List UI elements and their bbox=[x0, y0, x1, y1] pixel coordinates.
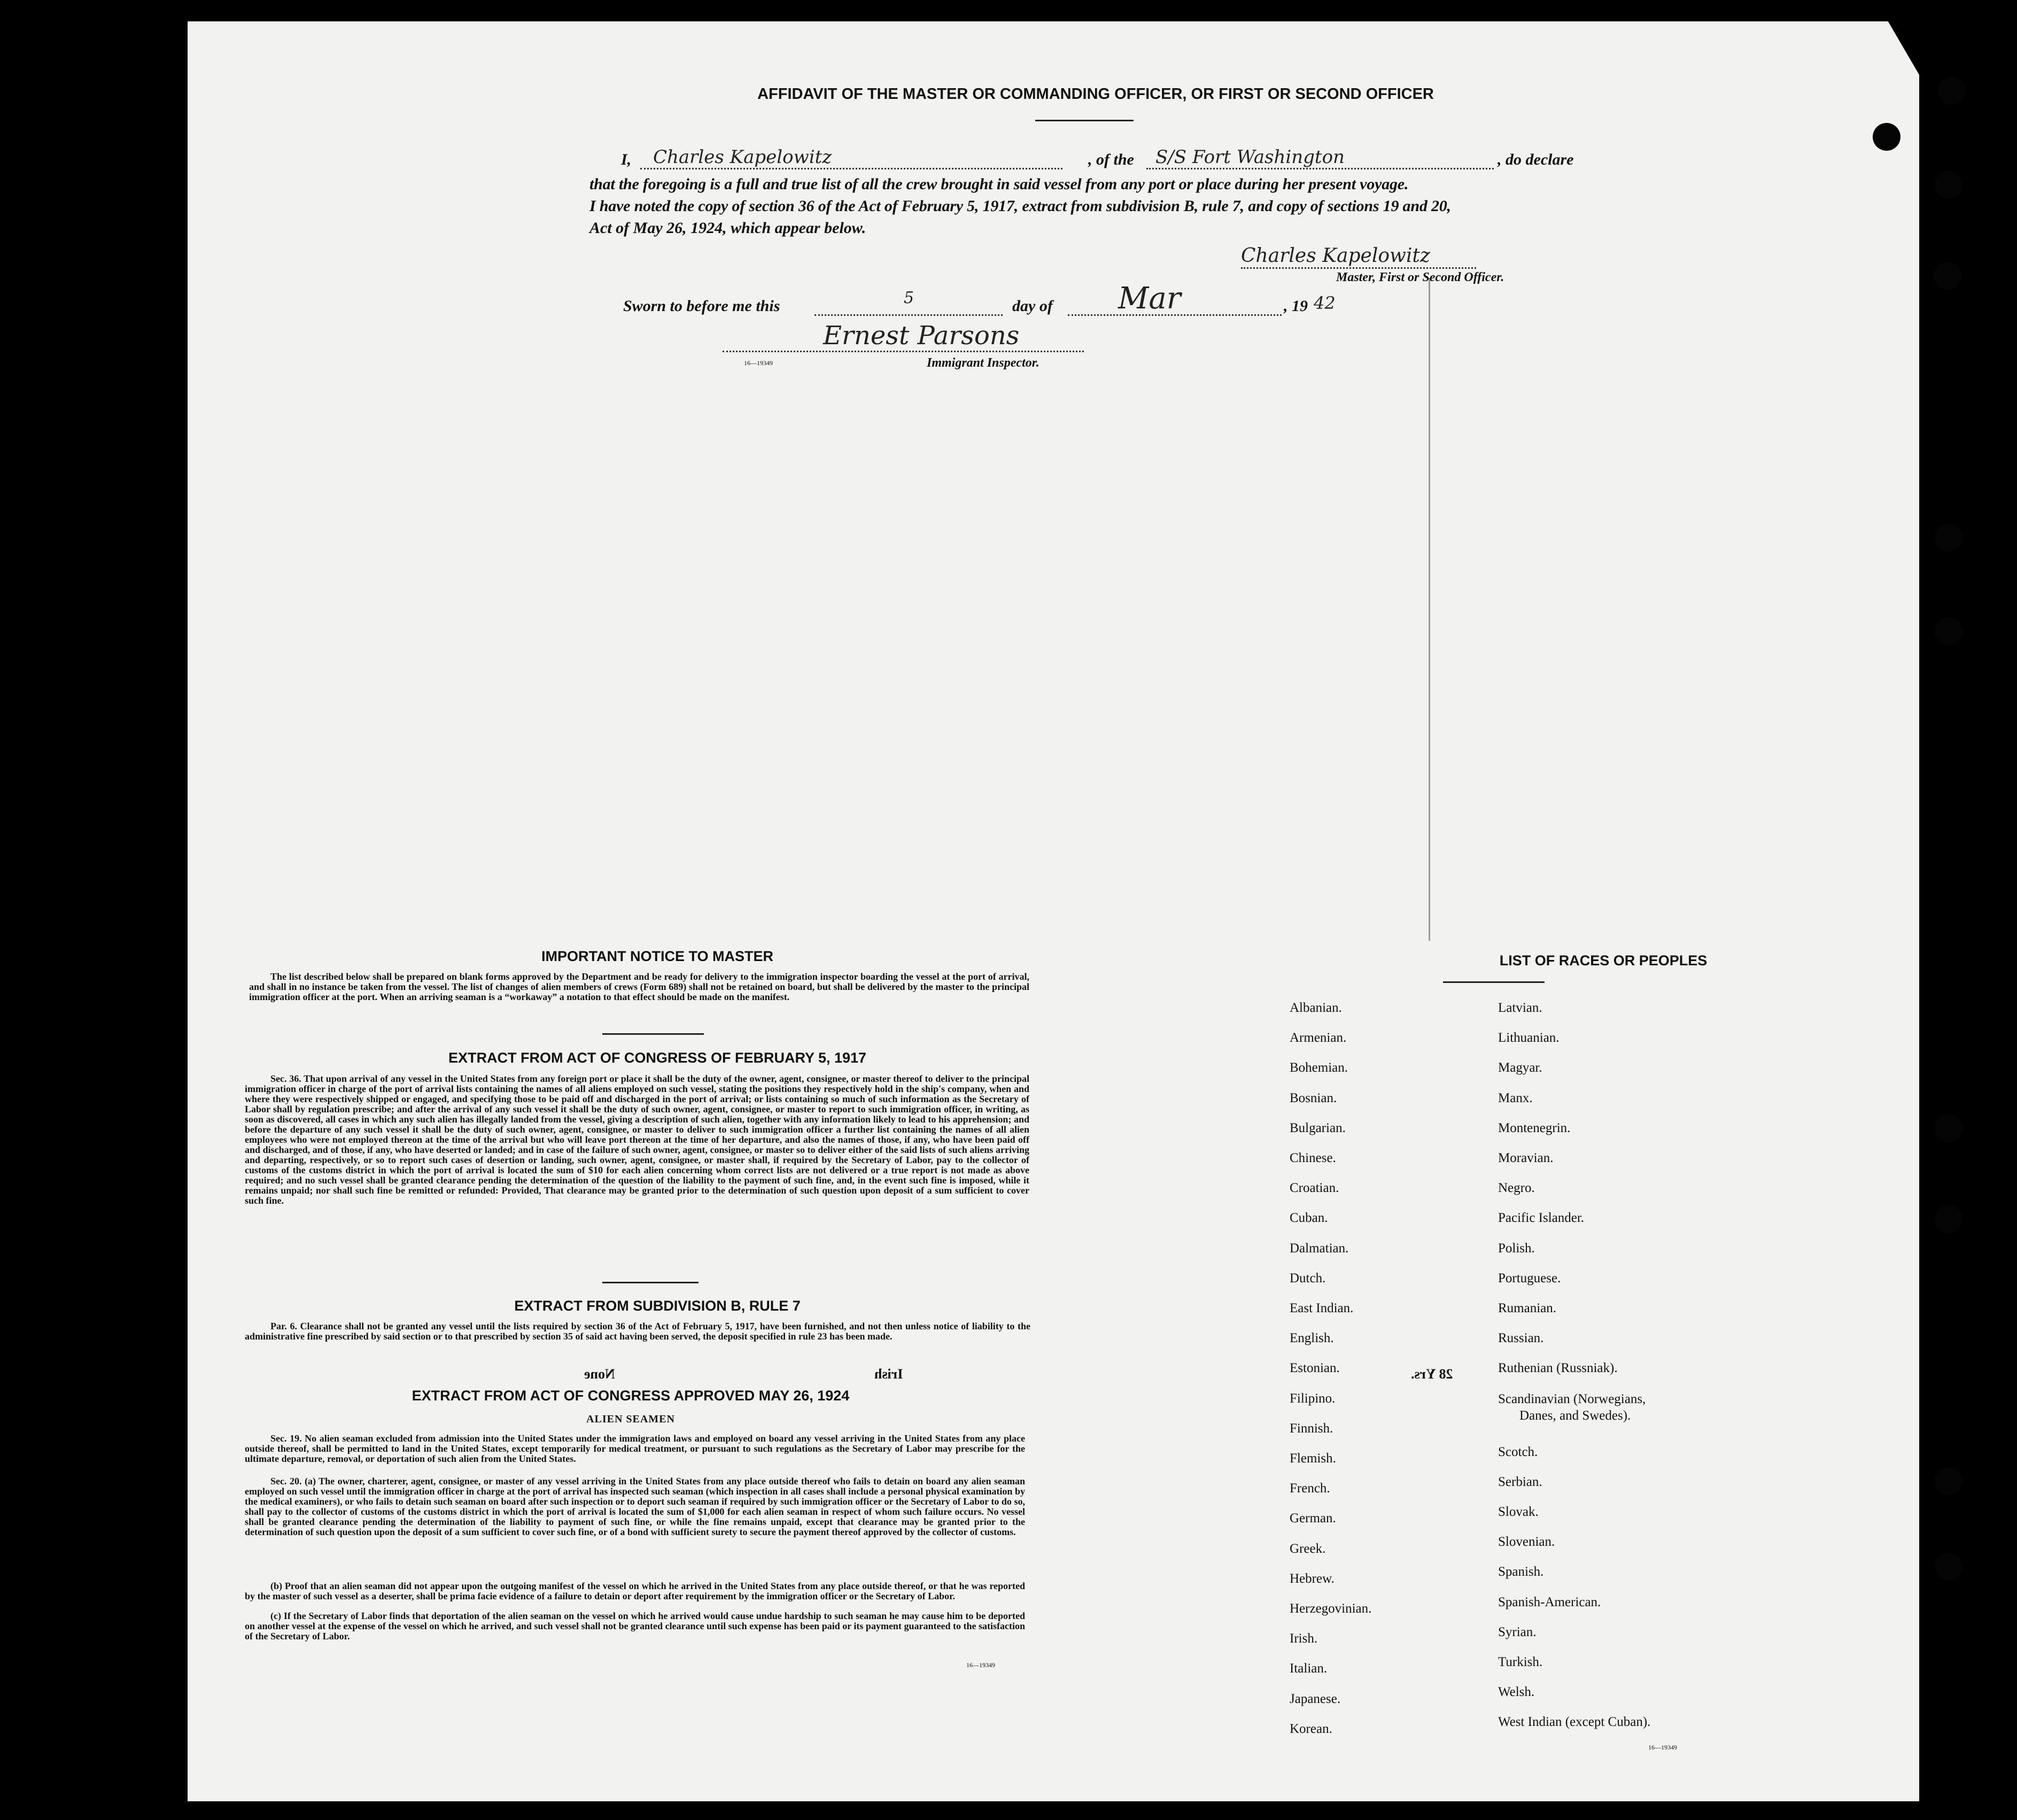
races-column-2 bbox=[1498, 993, 1650, 1738]
race-item: Bohemian. bbox=[1290, 1060, 1348, 1075]
inspector-label: Immigrant Inspector. bbox=[927, 356, 1039, 370]
race-item: Filipino. bbox=[1290, 1391, 1336, 1406]
extract-1924-paragraph: (c) If the Secretary of Labor finds that deportation of the alien seaman on the vessel on which he arrived would cause undue hardship to such seaman he may cause him to be deported on another vessel at the expense of the vessel on which he arrived, and such vessel shall not be granted clearance until such expense has been paid or its payment guaranteed to the satisfaction of the Secretary of Labor. bbox=[245, 1610, 1025, 1641]
races-title: LIST OF RACES OR PEOPLES bbox=[1499, 952, 1708, 969]
punch-hole bbox=[1935, 1205, 1962, 1233]
race-item: Flemish. bbox=[1290, 1451, 1336, 1466]
race-item: Slovak. bbox=[1498, 1505, 1539, 1520]
races-rule bbox=[1443, 981, 1545, 983]
punch-hole bbox=[1935, 171, 1962, 199]
race-item: Manx. bbox=[1498, 1090, 1533, 1105]
race-item: Moravian. bbox=[1498, 1151, 1554, 1166]
sworn-label: Sworn to before me this bbox=[623, 297, 780, 315]
punch-hole bbox=[1934, 262, 1961, 290]
extract-1924-paragraph: Sec. 20. (a) The owner, charterer, agent, consignee, or master of any vessel arriving in the United States from any place outside thereof who fails to detain on board any alien seaman employed on such vessel until the immigration officer in charge at the port of arrival has inspected such seaman (which inspection in all cases shall include a personal physical examination by the medical examiners), or who fails to detain such seaman on board after such inspection or to deport such seaman if required by such immigration officer or the Secretary of Labor to do so, shall pay to the collector of customs of the customs district in which the port of arrival is located the sum of $1,000 for each alien seaman in respect of whom such failure occurs. No vessel shall be granted clearance pending the determination of the liability to payment of such fine, or while the fine remains unpaid, except that clearance may be granted prior to the determination of such question upon the deposit of a sum sufficient to cover such fine, or of a bond with sufficient surety to secure the payment thereof approved by the collector of customs. bbox=[245, 1476, 1025, 1537]
race-item: Dalmatian. bbox=[1290, 1241, 1349, 1256]
race-item: Danes, and Swedes). bbox=[1519, 1408, 1631, 1423]
punch-hole bbox=[1935, 1114, 1962, 1142]
sworn-day-handwritten: 5 bbox=[904, 289, 914, 307]
race-item: Lithuanian. bbox=[1498, 1031, 1560, 1045]
race-item: Finnish. bbox=[1290, 1421, 1333, 1436]
signature-label: Master, First or Second Officer. bbox=[1336, 270, 1504, 284]
punch-hole bbox=[1935, 1467, 1962, 1495]
race-item: Greek. bbox=[1290, 1541, 1326, 1556]
race-item: Slovenian. bbox=[1498, 1535, 1555, 1550]
race-item: Portuguese. bbox=[1498, 1271, 1561, 1285]
vessel-line bbox=[1146, 168, 1494, 169]
race-item: East Indian. bbox=[1290, 1301, 1354, 1316]
extract-rule7-text: Par. 6. Clearance shall not be granted any vessel until the lists required by section 36 of the Act of February 5, 1917, have been furnished, and not then unless notice of liability to the administrative fine prescribed by said section or to that prescribed by section 35 of said act having been served, the deposit specified in rule 23 has been made. bbox=[245, 1321, 1030, 1342]
affidavit-title: AFFIDAVIT OF THE MASTER OR COMMANDING OFFICER, OR FIRST OR SECOND OFFICER bbox=[757, 86, 1434, 103]
race-item: Italian. bbox=[1290, 1661, 1328, 1676]
race-item: Scandinavian (Norwegians, bbox=[1498, 1391, 1646, 1406]
year-handwritten: 42 bbox=[1314, 293, 1336, 313]
race-item: Estonian. bbox=[1290, 1361, 1340, 1376]
race-item: Turkish. bbox=[1498, 1655, 1543, 1670]
punch-hole bbox=[1873, 123, 1900, 151]
race-item: Irish. bbox=[1290, 1631, 1318, 1646]
race-item: Korean. bbox=[1290, 1721, 1332, 1736]
of-the-label: , of the bbox=[1088, 151, 1134, 168]
race-item: Armenian. bbox=[1290, 1031, 1347, 1045]
race-item: English. bbox=[1290, 1331, 1334, 1346]
day-of-label: day of bbox=[1012, 297, 1053, 315]
race-item: Pacific Islander. bbox=[1498, 1211, 1585, 1226]
race-item: Magyar. bbox=[1498, 1060, 1542, 1075]
punch-hole bbox=[1935, 524, 1962, 552]
affidavit-line2: that the foregoing is a full and true list of all the crew brought in said vessel from any port or place during her present voyage. bbox=[589, 175, 1409, 193]
race-item: Chinese. bbox=[1290, 1151, 1336, 1166]
extract-1917-title: EXTRACT FROM ACT OF CONGRESS OF FEBRUARY 5, 1917 bbox=[448, 1050, 867, 1066]
year-prefix: , 19 bbox=[1284, 297, 1308, 315]
vessel-name-handwritten: S/S Fort Washington bbox=[1155, 146, 1345, 168]
sworn-month-handwritten: Mar bbox=[1118, 281, 1181, 316]
race-item: Bosnian. bbox=[1290, 1090, 1337, 1105]
race-item: German. bbox=[1290, 1511, 1336, 1526]
signature-line bbox=[1241, 267, 1476, 269]
master-signature: Charles Kapelowitz bbox=[1241, 245, 1430, 267]
affidavit-line3: I have noted the copy of section 36 of the Act of February 5, 1917, extract from subdivision B, rule 7, and copy of sections 19 and 20, bbox=[589, 197, 1451, 215]
affidavit-line4: Act of May 26, 1924, which appear below. bbox=[589, 219, 866, 237]
race-item: Hebrew. bbox=[1290, 1571, 1335, 1586]
notice-title: IMPORTANT NOTICE TO MASTER bbox=[541, 948, 773, 964]
notice-text: The list described below shall be prepared on blank forms approved by the Department and be ready for delivery to the immigration inspector boarding the vessel at the port of arrival, and shall in no instance be taken from the vessel. The list of changes of alien members of crews (Form 689) shall not be retained on board, but shall be delivered by the master to the principal immigration officer at the port. When an arriving seaman is a “workaway” a notation to that effect should be made on the manifest. bbox=[249, 971, 1029, 1002]
do-declare-label: , do declare bbox=[1498, 151, 1574, 168]
extract-1924-subtitle: ALIEN SEAMEN bbox=[586, 1413, 675, 1425]
races-column-1 bbox=[1290, 993, 1371, 1744]
race-item: Latvian. bbox=[1498, 1001, 1542, 1015]
race-item: Spanish. bbox=[1498, 1565, 1544, 1579]
form-number-extract: 16—19349 bbox=[966, 1661, 995, 1669]
notice-rule bbox=[602, 1033, 704, 1035]
punch-hole bbox=[1938, 77, 1966, 105]
extract-1924-paragraph: (b) Proof that an alien seaman did not appear upon the outgoing manifest of the vessel on which he arrived in the United States from any place outside thereof, or that he was reported by the master of such vessel as a deserter, shall be prima facie evidence of a failure to detain or deport after requirement by the immigration officer or the Secretary of Labor. bbox=[245, 1581, 1025, 1601]
race-item: Bulgarian. bbox=[1290, 1120, 1346, 1135]
extract-rule7-title: EXTRACT FROM SUBDIVISION B, RULE 7 bbox=[514, 1298, 801, 1314]
vertical-line bbox=[1429, 278, 1430, 941]
mirrored-stamp-middle: 28 Yrs. bbox=[1411, 1366, 1453, 1382]
race-item: Albanian. bbox=[1290, 1001, 1342, 1015]
race-item: Japanese. bbox=[1290, 1691, 1341, 1706]
race-item: West Indian (except Cuban). bbox=[1498, 1715, 1651, 1730]
race-item: Herzegovinian. bbox=[1290, 1601, 1372, 1616]
extract-1917-rule bbox=[602, 1282, 699, 1283]
name-line bbox=[640, 168, 1062, 169]
race-item: Serbian. bbox=[1498, 1474, 1542, 1489]
race-item: Spanish-American. bbox=[1498, 1594, 1601, 1609]
punch-hole bbox=[1935, 1553, 1962, 1581]
affidavit-line1 bbox=[621, 146, 1588, 173]
race-item: Montenegrin. bbox=[1498, 1120, 1571, 1135]
i-label: I, bbox=[621, 151, 632, 168]
race-item: Syrian. bbox=[1498, 1624, 1537, 1639]
inspector-signature: Ernest Parsons bbox=[823, 321, 1020, 351]
race-item: Scotch. bbox=[1498, 1444, 1538, 1459]
extract-1924-title: EXTRACT FROM ACT OF CONGRESS APPROVED MAY 26, 1924 bbox=[412, 1388, 850, 1404]
race-item: French. bbox=[1290, 1481, 1330, 1496]
sworn-line bbox=[623, 281, 1371, 321]
form-number-affidavit: 16—19349 bbox=[744, 359, 773, 367]
race-item: Russian. bbox=[1498, 1331, 1544, 1346]
extract-1917-text: Sec. 36. That upon arrival of any vessel in the United States from any foreign port or place it shall be the duty of the owner, agent, consignee, or master thereof to deliver to the principal immigration officer in charge of the port of arrival lists containing the names of all aliens employed on such vessel, stating the positions they respectively hold in the ship's company, when and where they were respectively shipped or engaged, and specifying those to be paid off and discharged in the port of arrival; or lists containing so much of such information as the Secretary of Labor shall by regulation prescribe; and after the arrival of any such vessel it shall be the duty of such owner, agent, consignee, or master to report to such immigration officer, in writing, as soon as discovered, all cases in which any such alien has illegally landed from the vessel, giving a description of such alien, together with any information likely to lead to his apprehension; and before the departure of any such vessel it shall be the duty of such owner, agent, consignee, or master to deliver to such immigration officer a further list containing the names of all alien employees who were not employed thereon at the time of the arrival but who will leave port thereon at the time of her departure, and also the names of those, if any, who have been paid off and discharged, and of those, if any, who have deserted or landed; and in case of the failure of such owner, agent, consignee, or master so to deliver either of the said lists of such aliens arriving and departing, respectively, or so to report such cases of desertion or landing, such owner, agent, consignee, or master shall, if required by the Secretary of Labor, pay to the collector of customs of the customs district in which the port of arrival is located the sum of $10 for each alien concerning whom correct lists are not delivered or a true report is not made as above required; and no such vessel shall be granted clearance pending the determination of the question of the liability to the payment of such fine, and, in the event such fine is imposed, while it remains unpaid; nor shall such fine be remitted or refunded: Provided, That clearance may be granted prior to the determination of such question upon deposit of a sum sufficient to cover such fine. bbox=[245, 1073, 1029, 1206]
master-name-handwritten: Charles Kapelowitz bbox=[653, 146, 832, 168]
mirrored-stamp-right: Irish bbox=[874, 1366, 903, 1382]
title-rule bbox=[1035, 120, 1134, 121]
race-item: Welsh. bbox=[1498, 1685, 1535, 1700]
race-item: Croatian. bbox=[1290, 1181, 1339, 1196]
race-item: Dutch. bbox=[1290, 1271, 1326, 1285]
mirrored-stamp-left: None bbox=[584, 1366, 615, 1382]
punch-hole bbox=[1935, 617, 1962, 645]
race-item: Polish. bbox=[1498, 1241, 1535, 1256]
extract-1924-paragraph: Sec. 19. No alien seaman excluded from admission into the United States under the immigration laws and employed on board any vessel arriving in the United States from any place outside thereof, shall be permitted to land in the United States, except temporarily for medical treatment, or pursuant to such regulations as the Secretary of Labor may prescribe for the ultimate departure, removal, or deportation of such alien from the United States. bbox=[245, 1433, 1025, 1464]
race-item: Cuban. bbox=[1290, 1211, 1328, 1226]
inspector-line bbox=[723, 351, 1084, 352]
form-number-races: 16—19349 bbox=[1648, 1744, 1677, 1751]
race-item: Ruthenian (Russniak). bbox=[1498, 1361, 1618, 1376]
race-item: Rumanian. bbox=[1498, 1301, 1557, 1316]
race-item: Negro. bbox=[1498, 1181, 1535, 1196]
day-line bbox=[814, 314, 1003, 316]
